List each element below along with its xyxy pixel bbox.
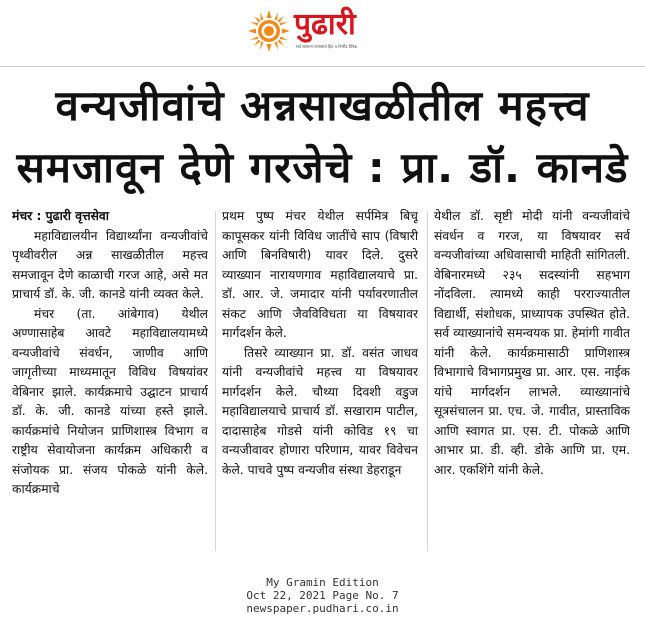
article-column-2 (222, 207, 418, 557)
paragraph: महाविद्यालयीन विद्यार्थ्यांना वन्यजीवांचे पृथ्वीवरील अन्न साखळीतील महत्त्व समजावून देणे काळाची गरज आहे, असे मत प्राचार्य डॉ. के. जी. कानडे यांनी व्यक्त केले. (12, 228, 208, 301)
masthead-divider (0, 66, 645, 67)
headline-line-2: समजावून देणे गरजेचे : प्रा. डॉ. कानडे (16, 143, 629, 192)
brand-tagline: सर्व सामान्य माणसांचे हित व निर्भीड दैनिक (296, 44, 358, 49)
paragraph: प्रथम पुष्प मंचर येथील सर्पमित्र बिचू कापूसकर यांनी विविध जातींचे साप (विषारी आणि बिनविषारी) यावर दिले. दुसरे व्याख्यान नारायणगाव महाविद्यालयाचे प्रा. डॉ. आर. जे. जमादार यांनी पर्यावरणातील संकट आणि जैवविविधता या विषयावर मार्गदर्शन केले. (222, 209, 418, 340)
sun-emblem-icon (248, 10, 290, 52)
dateline: मंचर : पुढारी वृत्तसेवा (12, 209, 109, 223)
column-divider (215, 211, 216, 551)
column-divider (427, 211, 428, 551)
edition-date-page: Oct 22, 2021 Page No. 7 (246, 589, 399, 602)
edition-url[interactable]: newspaper.pudhari.co.in (246, 602, 399, 615)
article-column-1 (12, 207, 208, 557)
paragraph: मंचर (ता. आंबेगाव) येथील अण्णासाहेब आवटे महाविद्यालयामध्ये वन्यजीवांचे संवर्धन, जाणीव आणि जागृतीच्या माध्यमातून विविध विषयांवर वेबिनार झाले. कार्यक्रमाचे उद्घाटन प्राचार्य डॉ. के. जी. कानडे यांच्या हस्ते झाले. कार्यक्रमांचे नियोजन प्राणिशास्त्र विभाग व राष्ट्रीय सेवायोजना कार्यक्रम अधिकारी व संजोयक प्रा. संजय पोकळे यांनी केले. कार्यक्रमाचे (12, 306, 208, 496)
article-body (12, 207, 634, 557)
paragraph: येथील डॉ. सृष्टी मोदी यांनी वन्यजीवांचे संवर्धन व गरज, या विषयावर सर्व वन्यजीवांच्या अधिवासाची माहिती सांगितली. वेबिनारमध्ये २३५ सदस्यांनी सहभाग नोंदविला. त्यामध्ये काही परराज्यातील विद्यार्थी, संशोधक, प्राध्यापक उपस्थित होते. सर्व व्याख्यानांचे समन्वयक प्रा. हेमांगी गावीत यांनी केले. कार्यक्रमासाठी प्राणिशास्त्र विभागाचे विभागप्रमुख प्रा. आर. एस. नाईक यांचे मार्गदर्शन लाभले. व्याख्यानांचे सूत्रसंचालन प्रा. एच. जे. गावीत, प्रास्ताविक आणि स्वागत प्रा. एस. टी. पोकळे आणि आभार प्रा. डी. व्ही. डोके आणि प्रा. एम. आर. एकशिंगे यांनी केले. (434, 209, 630, 477)
masthead (0, 0, 645, 66)
brand-name: पुढारी (294, 7, 356, 42)
edition-footer (0, 576, 645, 615)
edition-name: My Gramin Edition (266, 576, 379, 589)
pudhari-logo[interactable] (246, 6, 396, 62)
headline-line-1: वन्यजीवांचे अन्नसाखळीतील महत्त्व (55, 81, 590, 130)
article-column-3 (434, 207, 630, 557)
paragraph: तिसरे व्याख्यान प्रा. डॉ. वसंत जाधव यांनी वन्यजीवांचे महत्त्व या विषयावर मार्गदर्शन केले. चौथ्या दिवशी वडुज महाविद्यालयाचे प्राचार्य डॉ. सखाराम पाटील, दादासाहेब गोडसे यांनी कोविड १९ चा वन्यजीवावर होणारा परिणाम, यावर विवेचन केले. पाचवे पुष्प वन्यजीव संस्था डेहराडून (222, 345, 418, 477)
